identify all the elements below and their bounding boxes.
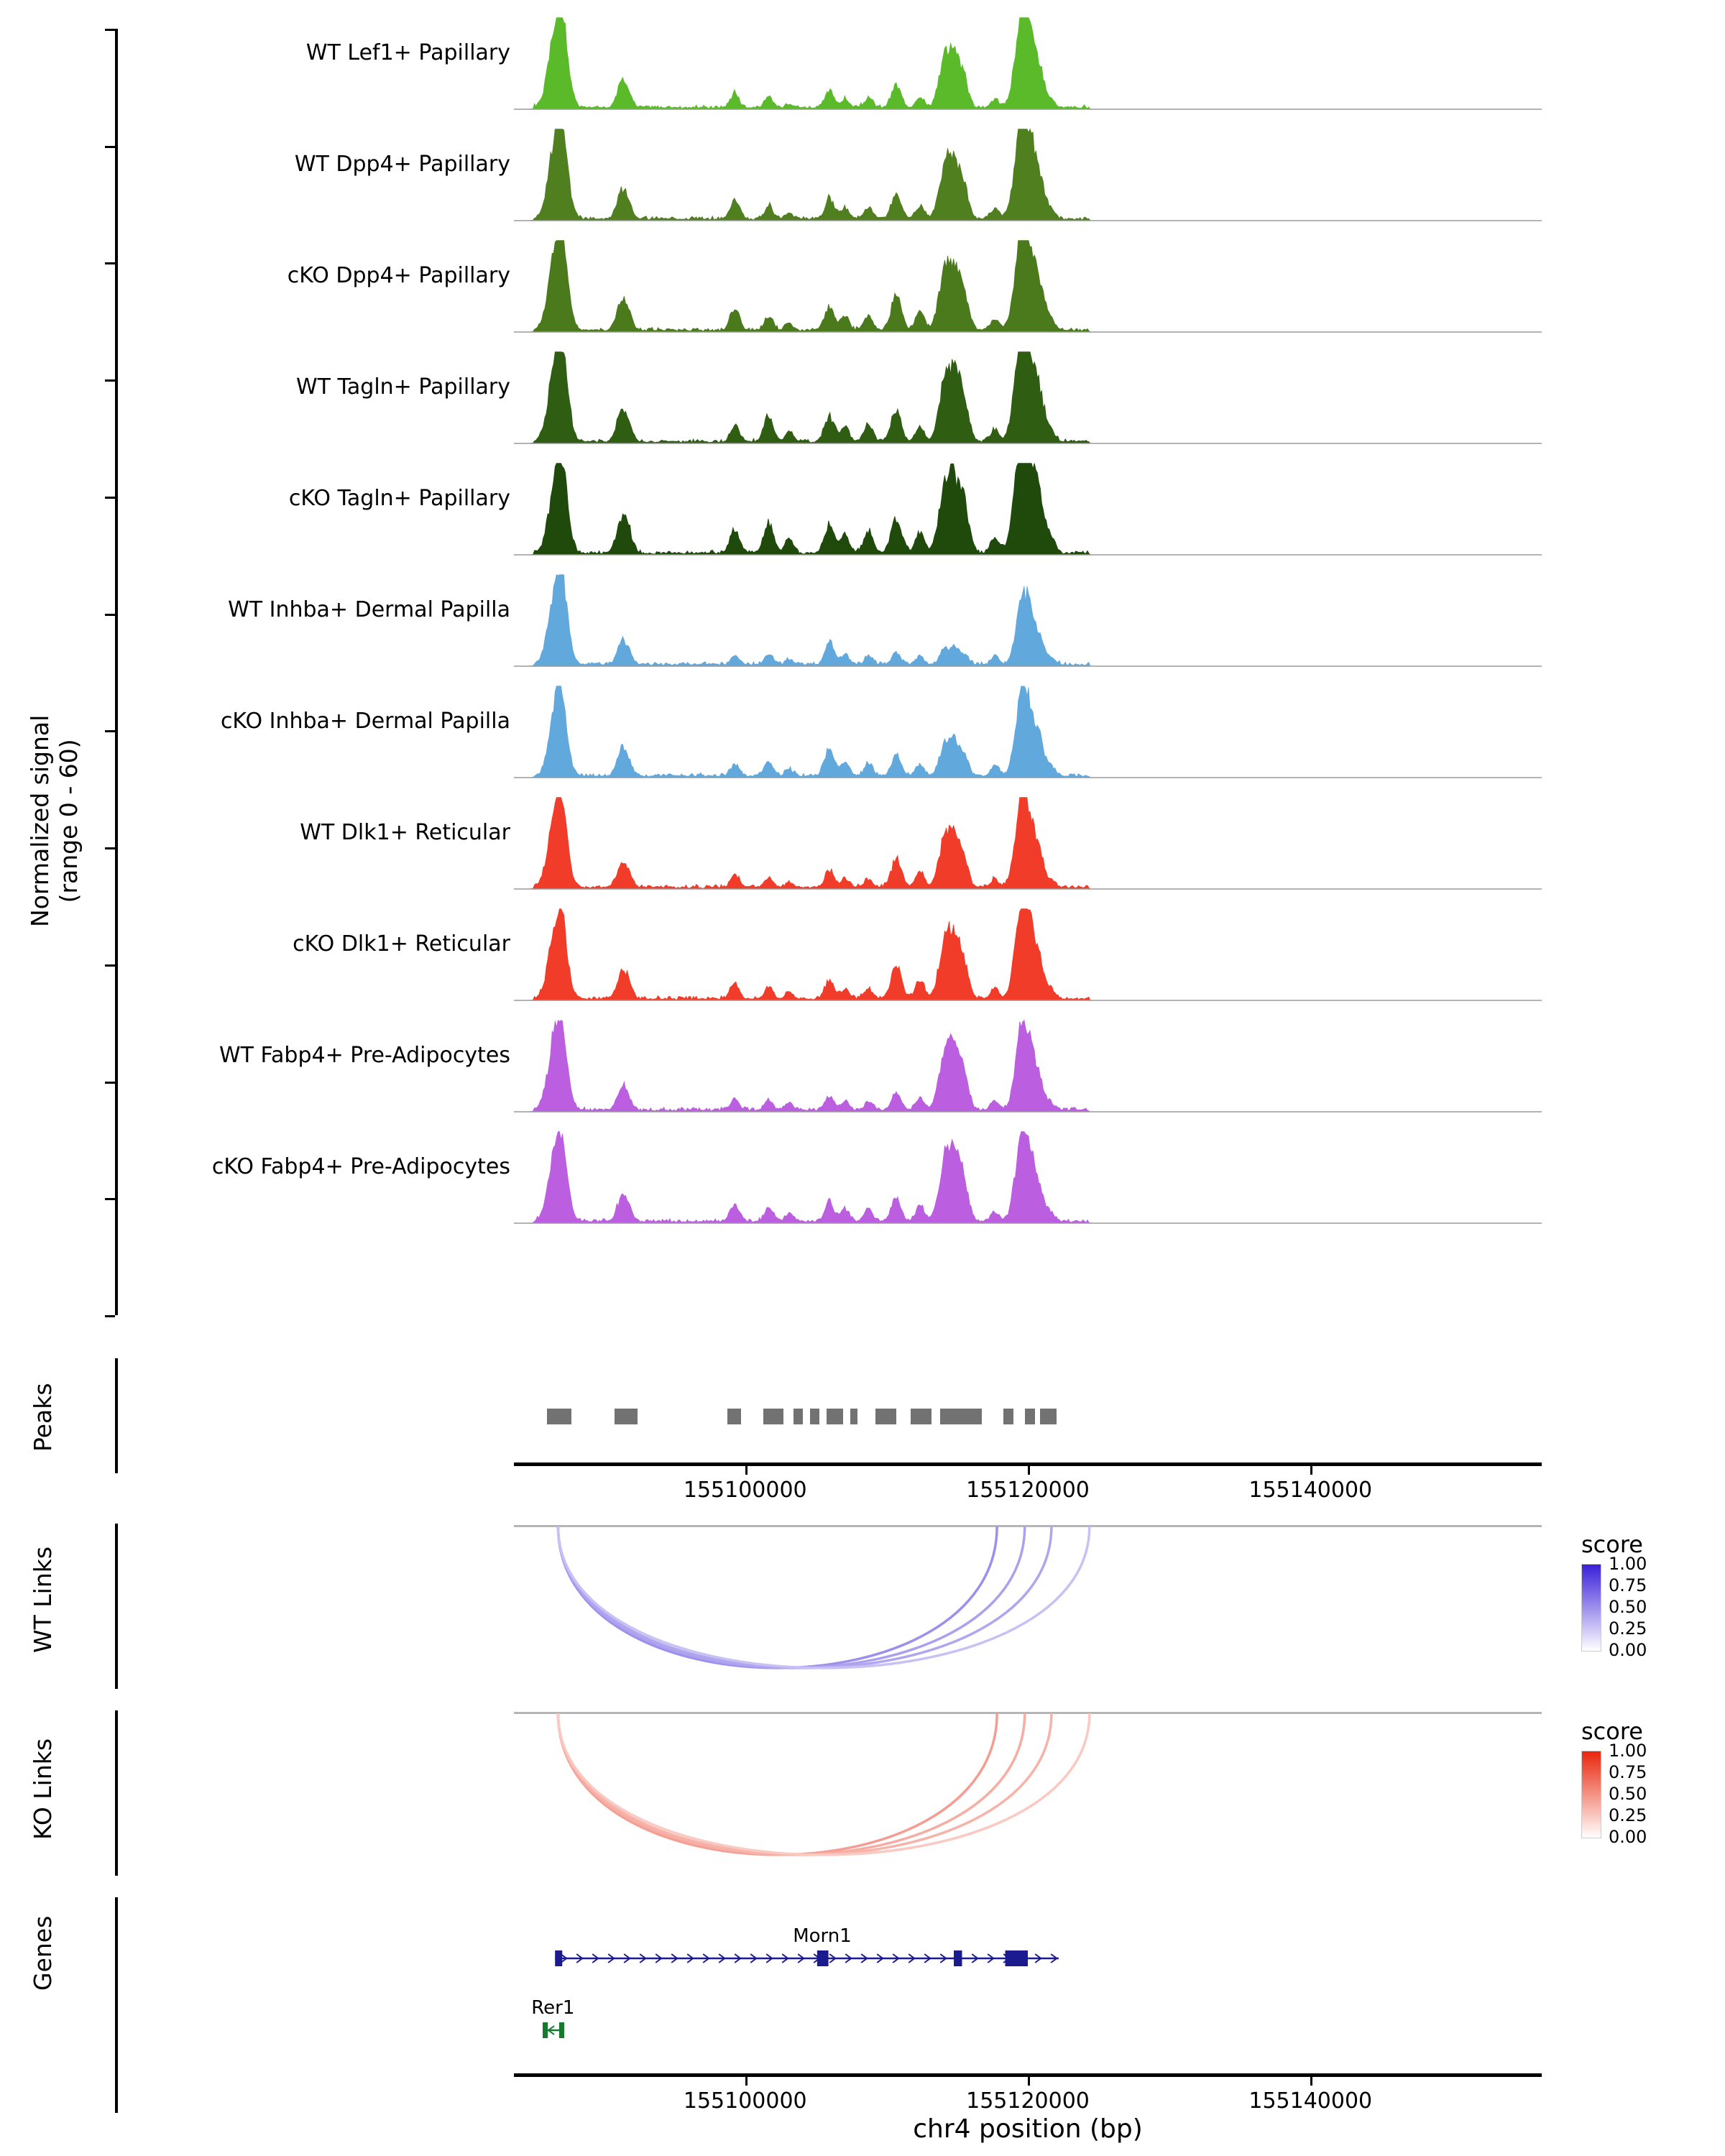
coverage-track	[0, 461, 1725, 573]
ko-links-title: KO Links	[29, 1738, 57, 1840]
y-axis-title-line1: Normalized signal	[26, 714, 54, 927]
peaks-track	[514, 1394, 1542, 1437]
ko-links-panel	[0, 1703, 1725, 1886]
axis-tick	[1028, 1466, 1030, 1475]
genes-panel	[0, 1890, 1725, 2156]
peak-region	[911, 1409, 932, 1424]
coverage-track	[0, 1130, 1725, 1241]
track-label: cKO Dlk1+ Reticular	[293, 931, 510, 957]
wt-legend-colorbar	[1581, 1564, 1601, 1651]
track-label: WT Inhba+ Dermal Papilla	[228, 597, 510, 622]
wt-links-bracket	[115, 1524, 118, 1689]
axis-tick-label: 155140000	[1248, 1478, 1373, 1503]
track-signal	[514, 907, 1542, 1018]
axis-tick-label: 155120000	[966, 1478, 1090, 1503]
coverage-track	[0, 907, 1725, 1018]
track-signal	[514, 1130, 1542, 1241]
peak-region	[547, 1409, 571, 1424]
peak-region	[1040, 1409, 1057, 1424]
ko-legend-ticks	[1609, 1741, 1688, 1847]
track-signal	[514, 461, 1542, 573]
peak-region	[794, 1409, 803, 1424]
coverage-track	[0, 573, 1725, 684]
track-signal	[514, 239, 1542, 350]
coverage-track	[0, 127, 1725, 239]
axis-tick	[1310, 2077, 1312, 2086]
coverage-track	[0, 684, 1725, 796]
legend-tick-label: 0.75	[1609, 1762, 1647, 1782]
ko-links-arcs	[514, 1712, 1542, 1877]
coverage-track	[0, 350, 1725, 461]
track-signal	[514, 350, 1542, 461]
ko-legend-title: score	[1581, 1718, 1643, 1745]
axis-tick-label: 155100000	[683, 1478, 807, 1503]
peaks-bracket	[115, 1358, 118, 1473]
axis-tick-label: 155120000	[966, 2088, 1090, 2114]
coverage-track	[0, 1018, 1725, 1130]
track-signal	[514, 1018, 1542, 1130]
ko-legend-colorbar	[1581, 1751, 1601, 1838]
peak-region	[810, 1409, 819, 1424]
peak-region	[850, 1409, 857, 1424]
peak-region	[1025, 1409, 1035, 1424]
peak-region	[763, 1409, 783, 1424]
genes-track	[514, 1890, 1542, 2070]
track-label: cKO Inhba+ Dermal Papilla	[220, 709, 510, 734]
track-label: WT Dlk1+ Reticular	[300, 820, 510, 845]
wt-links-legend	[1581, 1531, 1725, 1660]
legend-tick-label: 0.00	[1609, 1827, 1647, 1847]
axis-tick	[1028, 2077, 1030, 2086]
track-label: WT Tagln+ Papillary	[296, 374, 510, 400]
wt-legend-title: score	[1581, 1531, 1643, 1558]
wt-links-arcs	[514, 1525, 1542, 1690]
axis-tick	[1310, 1466, 1312, 1475]
legend-tick-label: 0.25	[1609, 1618, 1647, 1639]
legend-tick-label: 1.00	[1609, 1741, 1647, 1761]
track-signal	[514, 573, 1542, 684]
peak-region	[875, 1409, 896, 1424]
genes-title: Genes	[29, 1915, 57, 1991]
axis-tick	[745, 2077, 748, 2086]
axis-tick-label: 155100000	[683, 2088, 807, 2114]
track-label: WT Dpp4+ Papillary	[294, 152, 510, 177]
gene-label: Rer1	[531, 1997, 575, 2019]
legend-tick-label: 0.50	[1609, 1597, 1647, 1617]
genes-bracket	[115, 1897, 118, 2113]
wt-legend-ticks	[1609, 1554, 1688, 1660]
ko-links-legend	[1581, 1718, 1725, 1847]
peaks-panel	[0, 1351, 1725, 1509]
legend-tick-label: 1.00	[1609, 1554, 1647, 1574]
peak-region	[615, 1409, 637, 1424]
track-label: cKO Dpp4+ Papillary	[287, 263, 510, 288]
track-label: cKO Tagln+ Papillary	[288, 486, 510, 511]
ko-links-bracket	[115, 1710, 118, 1876]
track-label: cKO Fabp4+ Pre-Adipocytes	[211, 1154, 510, 1179]
track-signal	[514, 796, 1542, 907]
coverage-track	[0, 16, 1725, 127]
coverage-track	[0, 239, 1725, 350]
peak-region	[827, 1409, 843, 1424]
coverage-track	[0, 796, 1725, 907]
axis-tick-label: 155140000	[1248, 2088, 1373, 2114]
axis-tick	[745, 1466, 748, 1475]
peak-region	[1003, 1409, 1013, 1424]
peak-region	[940, 1409, 981, 1424]
track-signal	[514, 16, 1542, 127]
peaks-title: Peaks	[29, 1383, 57, 1452]
track-signal	[514, 127, 1542, 239]
legend-tick-label: 0.75	[1609, 1575, 1647, 1595]
legend-tick-label: 0.50	[1609, 1784, 1647, 1804]
track-signal	[514, 684, 1542, 796]
signal-bracket-tick	[105, 1315, 115, 1317]
wt-links-panel	[0, 1516, 1725, 1700]
peaks-axis-ticks	[514, 1466, 1542, 1509]
legend-tick-label: 0.25	[1609, 1805, 1647, 1825]
x-axis-title: chr4 position (bp)	[913, 2114, 1143, 2144]
gene-label: Morn1	[793, 1925, 852, 1947]
peak-region	[727, 1409, 741, 1424]
track-label: WT Fabp4+ Pre-Adipocytes	[219, 1043, 510, 1068]
legend-tick-label: 0.00	[1609, 1640, 1647, 1660]
wt-links-title: WT Links	[29, 1546, 57, 1653]
y-axis-title-line2: (range 0 - 60)	[55, 739, 83, 903]
track-label: WT Lef1+ Papillary	[305, 40, 510, 65]
genes-axis-ticks	[514, 2077, 1542, 2120]
